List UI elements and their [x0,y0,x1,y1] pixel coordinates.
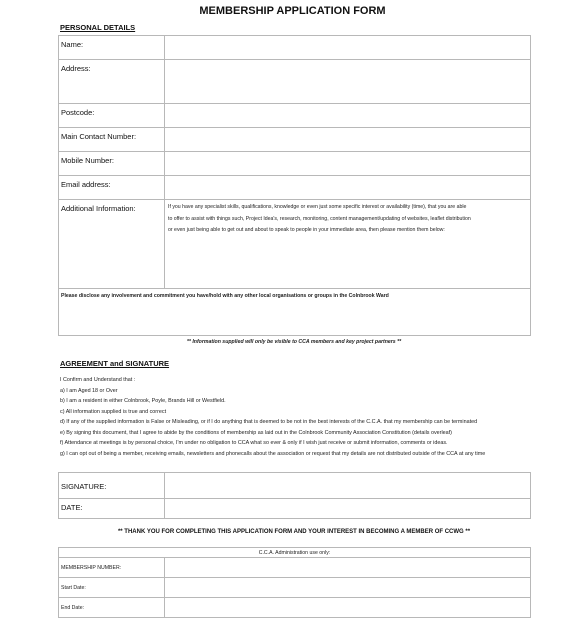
end-date-label: End Date: [59,598,165,618]
agreement-line: g) I can opt out of being a member, receiving emails, newsletters and phonecalls about the association or request that my details are not distributed outside of the CCA at any time [60,450,486,457]
signature-row [59,473,531,499]
name-field[interactable] [165,36,531,60]
disclose-row [59,289,531,336]
signature-table [58,472,531,519]
signature-field[interactable] [165,473,531,499]
agreement-terms [60,375,585,459]
end-date-field[interactable] [165,598,531,618]
instruction-line: or even just being able to get out and about to speak to people in your immediate area, then please mention them below: [168,227,445,233]
date-label: DATE: [59,499,165,519]
thank-you-note: ** THANK YOU FOR COMPLETING THIS APPLICATION FORM AND YOUR INTEREST IN BECOMING A MEMBER OF CCWG ** [117,529,471,535]
additional-info-label: Additional Information: [59,200,165,289]
signature-label: SIGNATURE: [59,473,165,499]
additional-info-row [59,200,531,289]
instruction-line: to offer to assist with things such, Project Idea's, research, monitoring, content management/updating of websites, leaflet distribution [168,215,471,222]
personal-details-table [58,35,531,336]
email-label: Email address: [59,176,165,200]
instruction-line: If you have any specialist skills, qualifications, knowledge or even just some specific interest or availability (time), that you are able [168,204,467,210]
admin-table [58,547,531,618]
end-date-row [59,598,531,618]
agreement-line: d) If any of the supplied information is False or Misleading, or if I do anything that is deemed to be not in the best interests of the C.C.A. that my membership can be terminated [60,419,478,425]
agreement-line: f) Attendance at meetings is by personal choice, I'm under no obligation to CCA what so ever & only if I wish just receive or submit information, comments or ideas. [60,440,448,446]
name-row [59,36,531,60]
start-date-field[interactable] [165,578,531,598]
disclose-field[interactable] [59,289,531,336]
disclose-text: Please disclose any involvement and commitment you have/hold with any other local organisations or groups in the Colnbrook Ward [61,293,389,299]
postcode-label: Postcode: [59,104,165,128]
agreement-line: a) I am Aged 18 or Over [60,387,118,394]
name-label: Name: [59,36,165,60]
agreement-line: c) All information supplied is true and correct [60,408,167,415]
mobile-row [59,152,531,176]
start-date-row [59,578,531,598]
start-date-label: Start Date: [59,578,165,598]
main-contact-field[interactable] [165,128,531,152]
agreement-heading: AGREEMENT and SIGNATURE [60,359,170,368]
email-row [59,176,531,200]
membership-number-row [59,558,531,578]
admin-header-row [59,548,531,558]
date-row [59,499,531,519]
date-field[interactable] [165,499,531,519]
postcode-row [59,104,531,128]
mobile-label: Mobile Number: [59,152,165,176]
agreement-line: b) I am a resident in either Colnbrook, Poyle, Brands Hill or Westfield. [60,398,226,404]
membership-number-field[interactable] [165,558,531,578]
agreement-line: I Confirm and Understand that : [60,377,136,383]
address-row [59,60,531,104]
email-field[interactable] [165,176,531,200]
admin-heading: C.C.A. Administration use only: [59,548,531,558]
address-label: Address: [59,60,165,104]
membership-number-label: MEMBERSHIP NUMBER: [59,558,165,578]
address-field[interactable] [165,60,531,104]
agreement-line: e) By signing this document, that I agree to abide by the conditions of membership as laid out in the Colnbrook Community Association Constitution (details overleaf) [60,429,452,436]
personal-details-heading: PERSONAL DETAILS [60,23,136,32]
main-contact-label: Main Contact Number: [59,128,165,152]
additional-info-field[interactable] [165,200,531,289]
visibility-note: ** Information supplied will only be visible to CCA members and key project partners ** [186,339,402,345]
postcode-field[interactable] [165,104,531,128]
main-contact-row [59,128,531,152]
form-title: MEMBERSHIP APPLICATION FORM [199,5,386,17]
mobile-field[interactable] [165,152,531,176]
additional-info-instructions [165,200,530,237]
